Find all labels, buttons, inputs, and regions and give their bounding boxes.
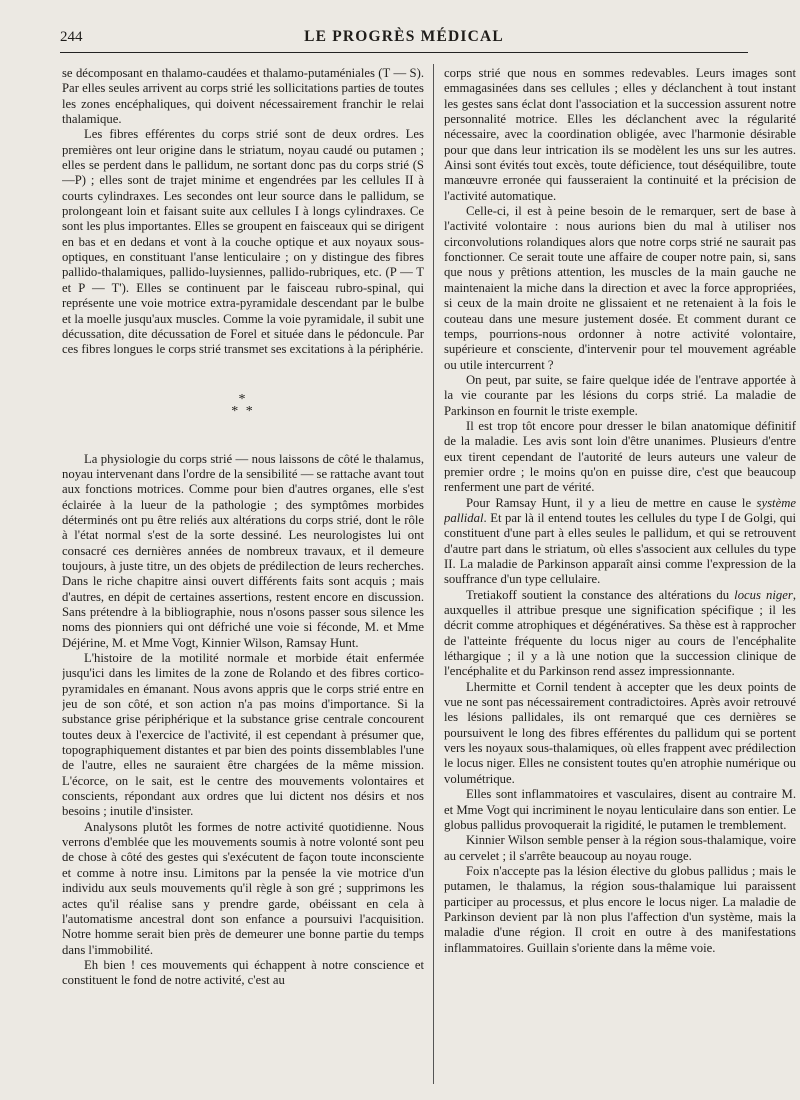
text-run: . Et par là il entend toutes les cellules du type I de Golgi, qui constituent d'une part à elles seules le pallidum, et qui se retrouvent d'autre part dans le striatum, où elles s'associent aux cellules du type II. La maladie de Parkinson apparaît ainsi comme l'expression de la souffrance d'un type cellulaire. [444, 510, 796, 587]
left-column [62, 66, 424, 1084]
page-number: 244 [60, 29, 83, 45]
paragraph: Elles sont inflammatoires et vasculaires, disent au contraire M. et Mme Vogt qui incriminent le noyau lenticulaire dans son entier. Le globus pallidus provoquerait la rigidité, le putamen le tremblement. [444, 787, 796, 832]
text-run: Pour Ramsay Hunt, il y a lieu de mettre en cause le [466, 495, 757, 510]
paragraph [444, 496, 796, 588]
paragraph: Foix n'accepte pas la lésion élective du globus pallidus ; mais le putamen, le thalamus, la région sous-thalamique lui paraissent participer au processus, et plus encore le locus niger. La maladie de Parkinson devient par là non plus l'affection d'un système, mais la maladie d'une région. Il croit en outre à des manifestations inflammatoires. Guillain s'oriente dans la même voie. [444, 863, 796, 955]
paragraph: Analysons plutôt les formes de notre activité quotidienne. Nous verrons d'emblée que les mouvements soumis à notre volonté sont peu de chose à côté des gestes qui s'exécutent de façon toute inconsciente et comme à notre insu. Limitons par la pensée la vie motrice d'un individu aux seuls mouvements qu'il règle à son gré ; supprimons les actes qu'il réalise sans y prendre garde, obéissant en cela à l'automatisme ancestral dont son enfance a poursuivi l'acquisition. Notre homme serait bien près de demeurer une bonne partie du temps dans l'immobilité. [62, 819, 424, 957]
journal-title: LE PROGRÈS MÉDICAL [304, 28, 504, 45]
column-divider [433, 64, 434, 1084]
paragraph: corps strié que nous en sommes redevables. Leurs images sont emmagasinées dans ses cellules ; elles y déclanchent à tout instant les gestes sans éclat dont l'association et la succession assurent notre personnalité motrice. Elles les déclanchent avec la régularité nécessaire, avec la coordination obligée, avec l'harmonie désirable pour que dans leur intrication ils se modèlent les uns sur les autres. Ainsi sont évités tout excès, toute déficience, tout déséquilibre, toute manœuvre erronée qui fausseraient la continuité et la précision de l'activité automatique. [444, 66, 796, 203]
italic-term: système pallidal [444, 495, 796, 525]
paragraph: La physiologie du corps strié — nous laissons de côté le thalamus, noyau intervenant dans l'ordre de la sensibilité — se rattache avant tout aux fonctions motrices. Comme pour bien d'autres organes, elle s'est éclairée à la lueur de la pathologie ; des symptômes morbides déterminés ont pu être reliés aux altérations du corps strié, dont le rôle à l'état normal s'est de la sorte dessiné. Les neurologistes lui ont consacré ces dernières années de nombreux travaux, et il demeure toujours, à juste titre, un des objets de prédilection de leurs recherches. Dans le riche chapitre ainsi ouvert différents faits sont acquis ; mais d'autres, en dépit de certaines assertions, restent encore en discussion. Sans prétendre à la bibliographie, nous n'osons passer sous silence les noms des pionniers qui ont défriché une voie si féconde, M. et Mme Déjérine, M. et Mme Vogt, Kinnier Wilson, Ramsay Hunt. [62, 451, 424, 650]
paragraph: Lhermitte et Cornil tendent à accepter que les deux points de vue ne sont pas nécessairement contradictoires. Après avoir retrouvé les lésions pallidales, ils ont remarqué que ces dernières se poursuivent le long des fibres efférentes du pallidum qui se portent vers les noyaux sous-thalamiques, où elles frappent avec prédilection le locus niger. Elles ne consistent toutes qu'en atrophie numérique ou volumétrique. [444, 679, 796, 786]
paragraph: L'histoire de la motilité normale et morbide était enfermée jusqu'ici dans les limites de la zone de Rolando et des fibres cortico-pyramidales en émanant. Nous avons appris que le corps strié entre en jeu de son côté, et son action n'a pas moins d'importance. Si la substance grise périphérique et la substance grise centrale concourent toutes deux à l'exercice de l'activité, il est cependant à présumer que, topographiquement distantes et par bien des points dissemblables l'une de l'autre, elles ne sauraient être chargées de la même mission. L'écorce, on le sait, est le centre des mouvements volontaires et conscients, répondant aux ordres que lui dictent nos désirs et nos besoins ; inutile d'insister. [62, 651, 424, 819]
paragraph: Les fibres efférentes du corps strié sont de deux ordres. Les premières ont leur origine dans le striatum, noyau caudé ou putamen ; elles se perdent dans le pallidum, ne sortant donc pas du corps strié (S—P) ; elles sont de trajet minime et engendrées par les cellules II à courts cylindraxes. Les secondes ont leur source dans le pallidum, se prolongeant loin et faisant suite aux cellules I à longs cylindraxes. Ce sont les plus importantes. Elles se groupent en faisceaux qui se dirigent en bas et en dedans et vont à la couche optique et aux noyaux sous-optiques, en constituant l'anse lenticulaire ; on y distingue des fibres pallido-thalamiques, pallido-luysiennes, pallido-rubriques, etc. (P — T et P — T'). Elles se continuent par le faisceau rubro-spinal, qui représente une voie motrice extra-pyramidale descendant par le bulbe et la moelle jusqu'aux muscles. Comme la voie pyramidale, il subit une décussation, dite décussation de Forel et située dans le pédoncule. Par ces fibres longues le corps strié transmet ses excitations à la périphérie. [62, 127, 424, 357]
section-separator [62, 391, 424, 419]
paragraph: Eh bien ! ces mouvements qui échappent à notre conscience et constituent le fond de notre activité, c'est au [62, 957, 424, 988]
paragraph: Il est trop tôt encore pour dresser le bilan anatomique définitif de la maladie. Les avis sont loin d'être unanimes. Plusieurs d'entre eux tirent cependant de l'autorité de leurs auteurs une valeur de premier ordre ; le moins qu'on en puisse dire, c'est que beaucoup renferment une part de vérité. [444, 418, 796, 495]
page-header [60, 28, 748, 53]
paragraph: se décomposant en thalamo-caudées et thalamo-putaméniales (T — S). Par elles seules arrivent au corps strié les sollicitations parties de toutes les zones encéphaliques, qui doivent nécessairement franchir le relai thalamique. [62, 66, 424, 127]
right-column [444, 66, 796, 1084]
paragraph: Celle-ci, il est à peine besoin de le remarquer, sert de base à l'activité volontaire : nous aurions bien du mal à utiliser nos circonvolutions rolandiques alors que notre corps strié ne saurait pas fonctionner. Ce serait toute une affaire de couper notre pain, si, sans que nous y prêtions attention, les muscles de la main gauche ne maintenaient la miche dans la direction et avec la force appropriées, si ceux de la main droite ne glissaient et ne retenaient à la fois le couteau dans une mesure justement dosée. Et comment durant ce temps, pourrions-nous ordonner à notre activité volontaire, supérieure et consciente, d'intervenir pour tel mouvement agréable ou utile intercurrent ? [444, 204, 796, 372]
text-run: , auxquelles il attribue presque une signification spécifique ; il les décrit comme atrophiques et dégénératives. Sa thèse est à rapprocher de l'atteinte fréquente du locus niger au cours de l'encéphalite léthargique ; il y a là une notion que la succession clinique de l'encéphalite et du Parkinson rend assez impressionnante. [444, 587, 796, 679]
text-run: Tretiakoff soutient la constance des altérations du [466, 587, 735, 602]
paragraph [444, 588, 796, 680]
paragraph: Kinnier Wilson semble penser à la région sous-thalamique, voire au cervelet ; il s'arrête beaucoup au noyau rouge. [444, 833, 796, 863]
asterism-top: * [238, 391, 248, 407]
italic-term: locus niger [734, 587, 793, 602]
paragraph: On peut, par suite, se faire quelque idée de l'entrave apportée à la vie courante par les lésions du corps strié. La maladie de Parkinson en fournit le triste exemple. [444, 372, 796, 418]
asterism-bottom: * * [231, 403, 255, 419]
